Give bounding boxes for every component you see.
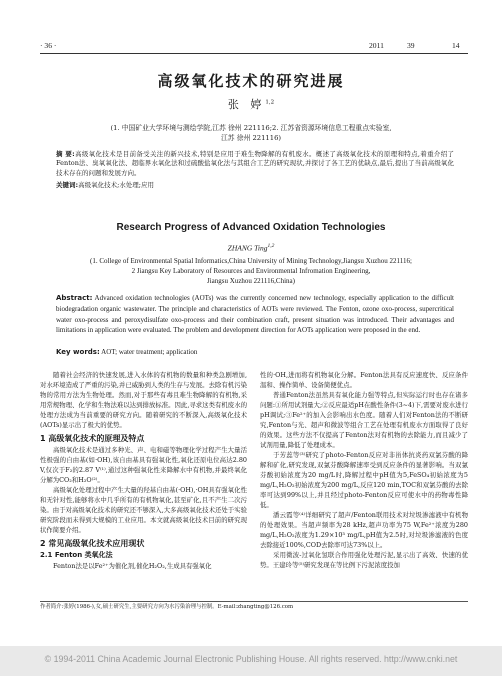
body-paragraph: 性的·OH,进而将有机物氧化分解。Fenton法具有反应速度快、反应条件温和、操作简单、设备简便优点。 xyxy=(260,371,468,389)
body-paragraph: 采用微波-过氧化氢联合作用强化处理污泥,显示出了高效、快速的优势。王建玲等⁽⁵⁾研究发现在等比例下污泥浓度投加 xyxy=(260,551,468,569)
keywords-en: Key words: AOT; water treatment; application xyxy=(56,348,198,356)
section-1-paragraph: 高级氧化技术是通过多种光、声、电和磁等物理化学过程产生大量活性极强的自由基(如·OH),该自由基具有强氧化性,氧化还原电位高达2.80 V,仅次于F₂的2.87 V⁽¹⁾,通过这种强氧化性来降解水中有机物,并最终氧化分解为CO₂和H₂O⁽²⁾。 xyxy=(40,446,247,484)
footnote-rule xyxy=(40,601,468,602)
affiliation-cn-line: 江苏 徐州 221116) xyxy=(220,134,282,142)
author-cn: 张 婷$^{1,2}$ xyxy=(227,98,275,111)
article-title-cn: 高级氧化技术的研究进展 xyxy=(157,72,345,90)
affiliation-cn-line: (1. 中国矿业大学环境与测绘学院,江苏 徐州 221116;2. 江苏省资源环境信息工程重点实验室, xyxy=(110,124,392,132)
intro-paragraph: 随着社会经济的快速发展,进入水体的有机物的数量和种类急剧增加,对水环境造成了严重的污染,并已威胁到人类的生存与发展。去除有机污染物的常用方法为生物处理。然而,对于那些有毒且难生物降解的有机物,采用常规物理、化学和生物法难以达到排放标准。因此,寻求这类有机废水的处理方法成为当前重要的研究方向。随着研究的不断深入,高级氧化技术(AOTs)显示出了极大的优势。 xyxy=(40,371,247,429)
body-paragraph: 普通Fenton法虽然具有氧化能力强等特点,但实际运行时也存在诸多问题:①所用试剂量大;②反应最适pH在酸性条件(3~4)下,需要对废水进行pH调试;③Fe²⁺的加入会影响出水色度。随着人们对Fenton法的不断研究,Fenton与光、超声和微波等组合工艺在处理有机废水方面取得了良好的效果。这些方法不仅提高了Fenton法对有机物的去除能力,而且减少了试剂用量,降低了处理成本。 xyxy=(260,391,468,449)
article-title-en: Research Progress of Advanced Oxidation Technologies xyxy=(116,222,386,233)
header-volume: 39 xyxy=(407,41,415,50)
header-year: 2011 xyxy=(369,41,384,50)
header-rule xyxy=(40,53,468,54)
abstract-cn-text: 高级氧化技术是目前备受关注的新兴技术,特别是应用于难生物降解的有机废水。概述了高级氧化技术的原理和特点,着重介绍了Fenton法、臭氧氧化法、超临界水氧化法和过硫酸盐氧化法与其组合工艺的研究现状,并探讨了各工艺的优缺点,最后,提出了当前高级氧化技术存在的问题和发展方向。 xyxy=(56,150,454,177)
section-2-heading: 2 常见高级氧化技术应用现状 xyxy=(40,539,145,548)
body-column-left xyxy=(40,370,247,571)
body-column-right xyxy=(260,370,468,570)
keywords-cn: 关键词:高级氧化技术;水处理;应用 xyxy=(56,181,154,189)
affiliation-en-line: Jiangsu Xuzhou 221116,China) xyxy=(207,277,295,285)
author-en: ZHANG Ting$^{1,2}$ xyxy=(227,243,275,253)
section-1-heading: 1 高级氧化技术的原理及特点 xyxy=(40,434,145,443)
abstract-en xyxy=(56,293,454,336)
abstract-cn xyxy=(56,150,454,178)
affiliation-en-line: (1. College of Environmental Spatial Informatics,China University of Mining Technology,Jiangsu Xuzhou 221116; xyxy=(90,257,412,265)
page-number: · 36 · xyxy=(40,41,57,50)
copyright-footer: © 1994-2011 China Academic Journal Electronic Publishing House. All rights reserved. http://www.cnki.net xyxy=(44,654,458,664)
header-issue: 14 xyxy=(452,41,460,50)
section-1-paragraph: 高级氧化处理过程中产生大量的羟基自由基(·OH),·OH具有强氧化性和无针对性,能够将水中几乎所有的有机物氧化,甚至矿化,且不产生二次污染。由于对高级氧化技术的研究还不够深入,大多高级氧化技术还处于实验研究阶段而未得到大规模的工业应用。本文就高级氧化技术目前的研究现状作简要介绍。 xyxy=(40,486,247,534)
affiliation-en-line: 2 Jiangsu Key Laboratory of Resources and Environmental Infromation Engineering, xyxy=(131,267,371,275)
body-paragraph: 于芳蕊等⁽³⁾研究了photo-Fenton反应对非甾体抗炎药双氯芬酸的降解和矿化,研究发现,双氯芬酸降解速率受到反应条件的显著影响。当双氯芬酸初始浓度为20 mg/L时,降解过程中pH值为5,FeSO₄初始浓度为5 mg/L,H₂O₂初始浓度为200 mg/L,反应120 min,TOC和双氯芬酸的去除率可达到99%以上,并且经过photo-Fenton反应可使水中的药物毒性降低。 xyxy=(260,451,468,509)
abstract-cn-label: 摘 要: xyxy=(56,150,75,158)
abstract-en-text: Advanced oxidation technologies (AOTs) was the currently concerned new technology, especially application to the difficult biodegradation organic wastewater. The principle and characteristics of AOTs were reviewed. The Fenton, ozone oxo-process, supercritical water oxo-process and peroxydisulfate oxo-process and their combination craft, present situation was introduced. Their advantages and limitations in application were evaluated. The problem and development direction for AOTs application were proposed in the end. xyxy=(56,294,454,335)
author-footnote: 作者简介:张婷(1986-),女,硕士研究生,主要研究方向为水污染治理与控制。E-mail:zhangting@126.com xyxy=(40,604,294,610)
section-2-1-heading: 2.1 Fenton 类氧化法 xyxy=(40,551,113,559)
affiliation-en xyxy=(40,256,462,286)
affiliation-cn xyxy=(40,123,462,143)
section-2-1-paragraph: Fenton法是以Fe²⁺为催化剂,催化H₂O₂,生成具有强氧化 xyxy=(53,562,212,570)
abstract-en-label: Abstract: xyxy=(56,294,93,302)
body-paragraph: 潘云霞等⁽⁴⁾详细研究了超声/Fenton联用技术对垃圾渗滤液中有机物的处理效果。当超声频率为28 kHz,超声功率为75 W,Fe²⁺浓度为280 mg/L,H₂O₂浓度为1.29×10³ mg/L,pH值为2.5时,对垃圾渗滤液的色度去除接近100%,COD去除率可达73%以上。 xyxy=(260,511,468,549)
